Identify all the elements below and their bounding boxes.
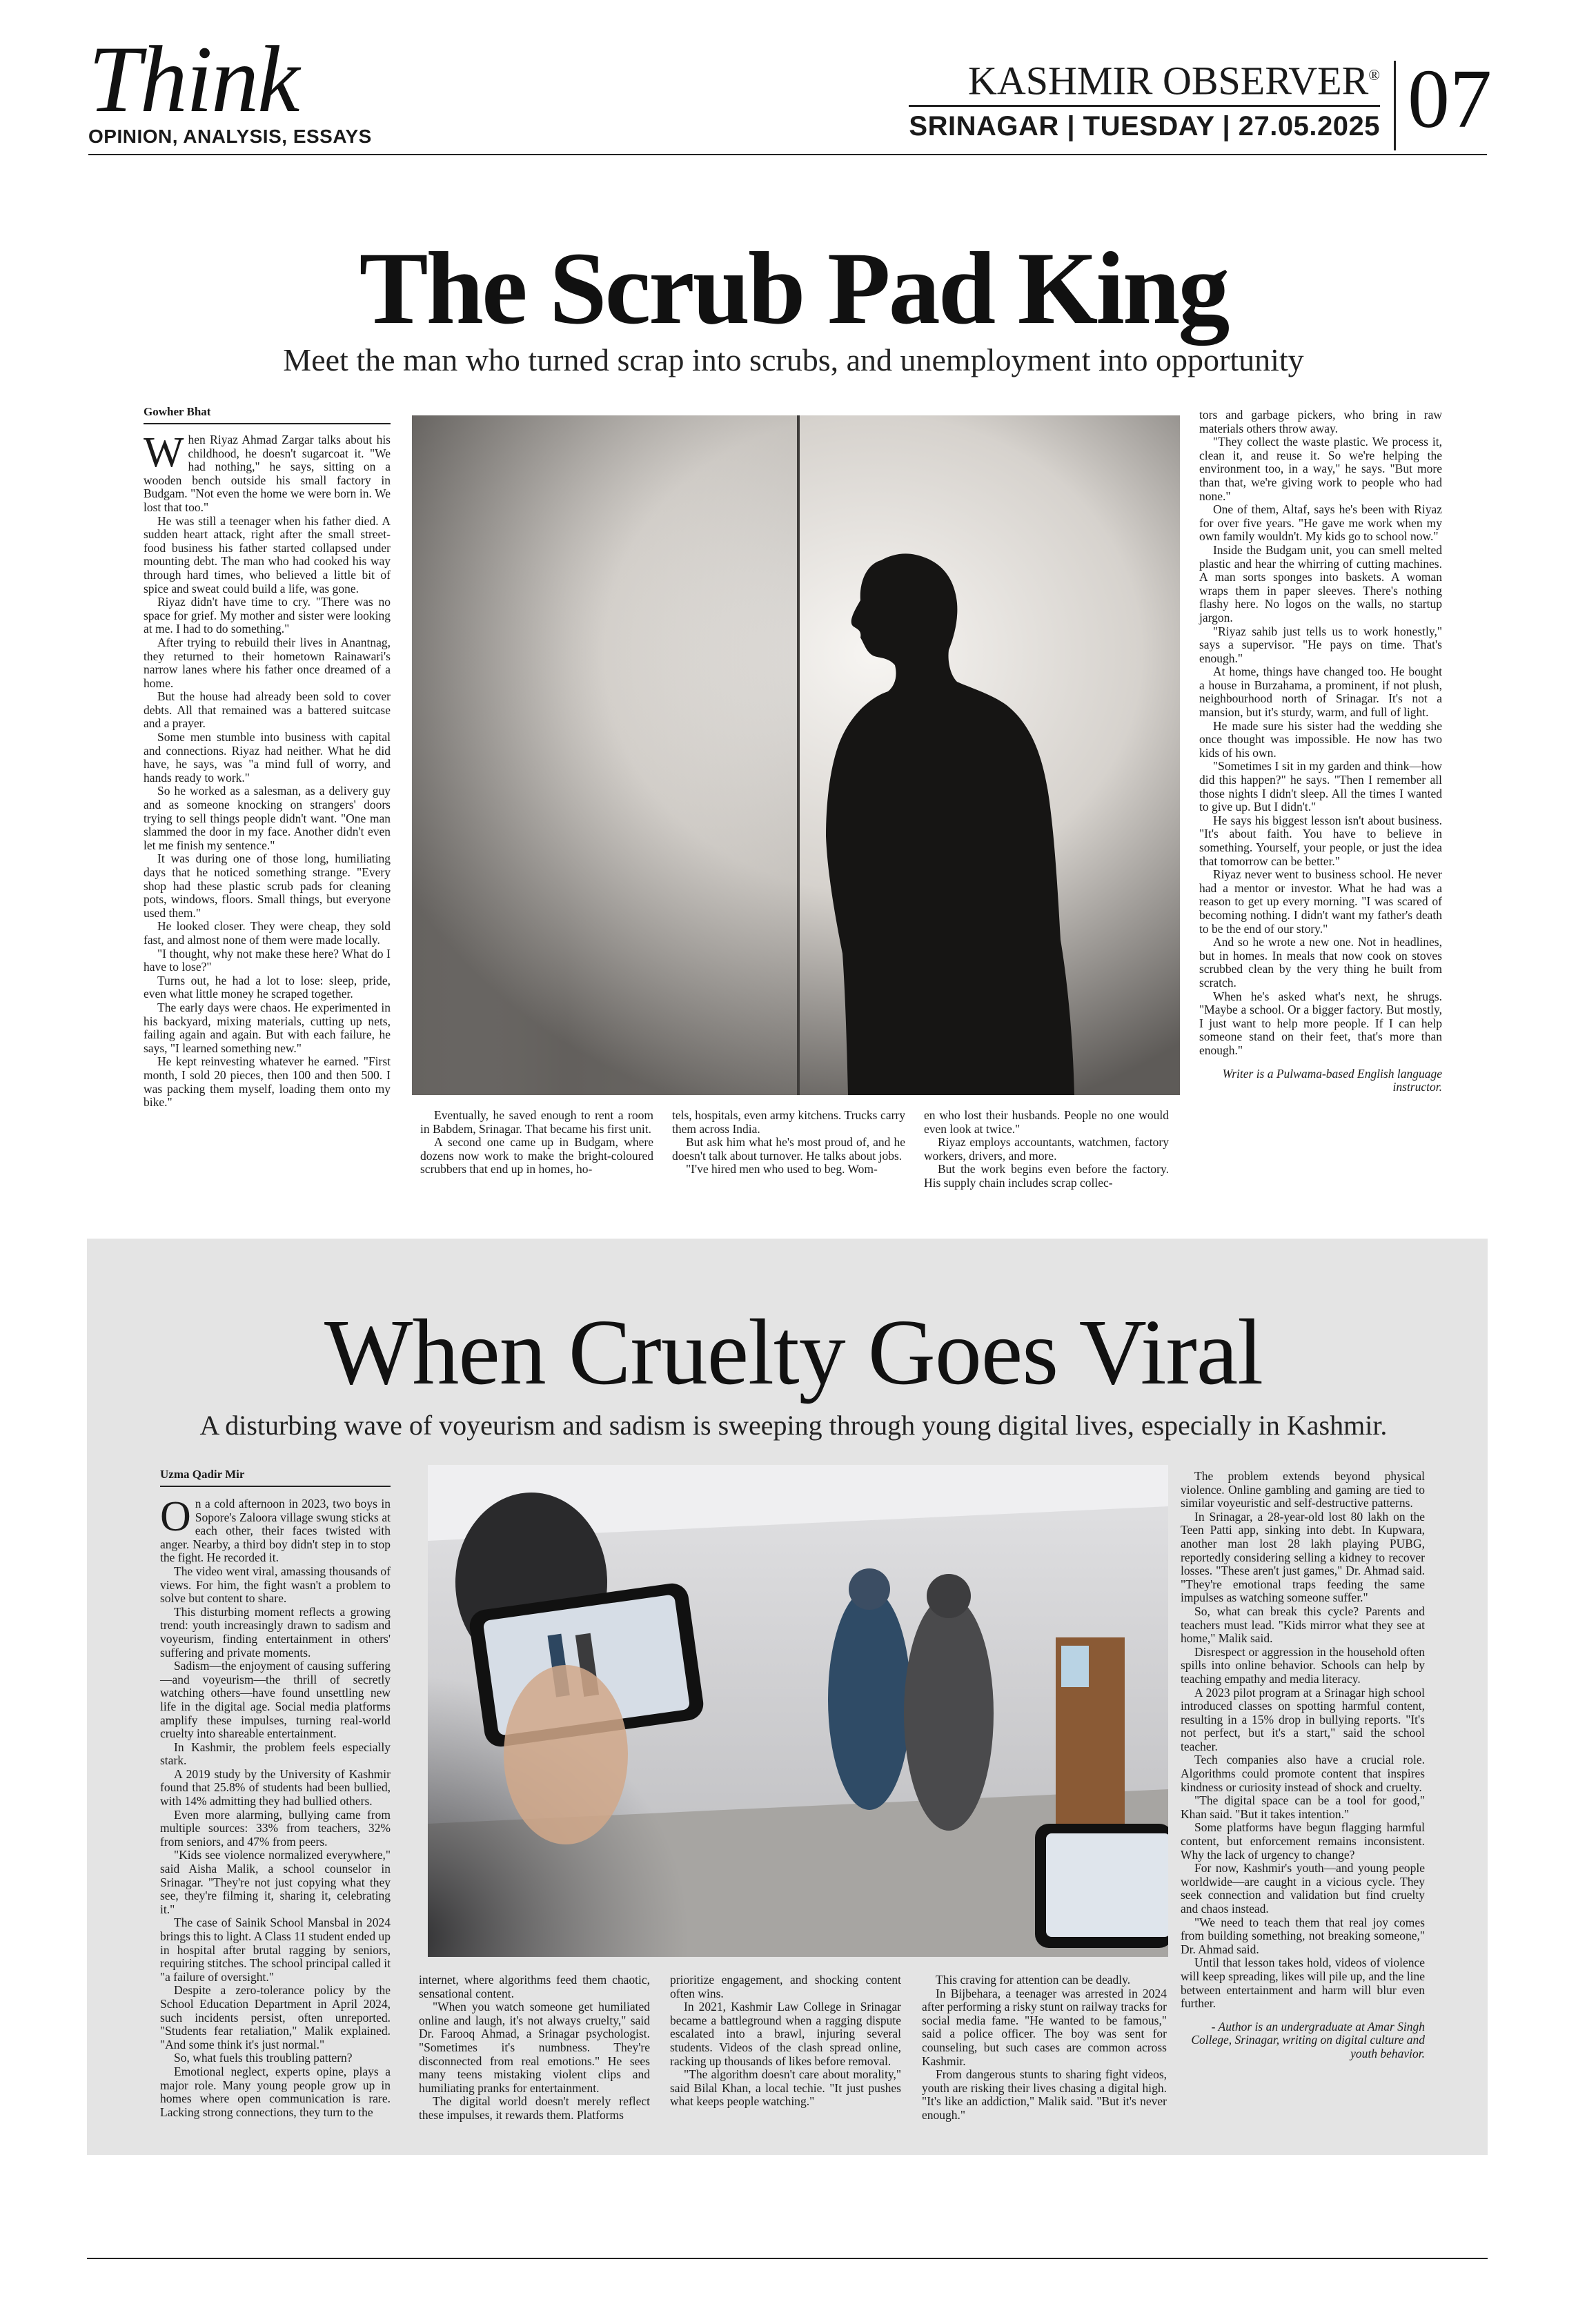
paragraph: Some men stumble into business with capital and connections. Riyaz had neither. What he did have, he says, was "a mind full of worry, and hands ready to work." [144,730,391,785]
article2-author-credit: - Author is an undergraduate at Amar Singh College, Srinagar, writing on digital culture and youth behavior. [1191,2019,1425,2060]
article2-column-1 [160,1493,391,2119]
paragraph: Riyaz never went to business school. He never had a mentor or investor. What he had was a reason to get up every morning. "I was scared of becoming nothing. I didn't want my father's death to be the end of our story." [1199,867,1442,936]
paragraph: Inside the Budgam unit, you can smell melted plastic and hear the whirring of cutting machines. A man sorts sponges into baskets. A woman wraps them in paper sleeves. There's nothing flashy here. No logos on the walls, no startup jargon. [1199,542,1442,624]
paragraph: He kept reinvesting whatever he earned. "First month, I sold 20 pieces, then 100 and then 500. I was packing them myself, loading them onto my bike." [144,1054,391,1110]
paragraph: internet, where algorithms feed them chaotic, sensational content. [419,1973,650,2000]
paragraph: The early days were chaos. He experimented in his backyard, mixing materials, cutting up nets, failing again and again. But with each failure, he says, "I learned something new." [144,1000,391,1055]
paragraph: The digital world doesn't merely reflect these impulses, it rewards them. Platforms [419,2094,650,2122]
paragraph: The video went viral, amassing thousands of views. For him, the fight wasn't a problem to solve but content to share. [160,1564,391,1606]
paragraph: But ask him what he's most proud of, and he doesn't talk about turnover. He talks about jobs. [672,1135,905,1163]
fighter-left [828,1589,911,1810]
article2-lead-text: n a cold afternoon in 2023, two boys in Sopore's Zaloora village swung sticks at each other, their faces twisted with anger. Nearby, a third boy didn't step in to stop the fight. He recorded it. [160,1497,391,1565]
paragraph: "The digital space can be a tool for good," Khan said. "But it takes intention." [1181,1793,1425,1821]
paragraph: Sadism—the enjoyment of causing suffering—and voyeurism—the thrill of secretly watching others—have found unsettling new life in the digital age. Social media platforms amplify these impulses, turning real-world cruelty into shareable entertainment. [160,1659,391,1741]
paragraph: "Sometimes I sit in my garden and think—how did this happen?" he says. "Then I remember all those nights I didn't sleep. All the times I wanted to give up. But I didn't." [1199,759,1442,814]
paragraph: tors and garbage pickers, who bring in raw materials others throw away. [1199,408,1442,435]
article2-dropcap: O [160,1493,191,1540]
paragraph: "I thought, why not make these here? What do I have to lose?" [144,946,391,974]
paragraph: The problem extends beyond physical violence. Online gambling and gaming are tied to similar voyeuristic and self-destructive patterns. [1181,1469,1425,1510]
paragraph: For now, Kashmir's youth—and young people worldwide—are caught in a vicious cycle. They seek connection and validation but find cruelty and chaos instead. [1181,1861,1425,1916]
second-phone-screen [1046,1833,1168,1937]
phone-recording-illustration [428,1465,1168,1957]
paragraph: And so he wrote a new one. Not in headlines, but in homes. In meals that now cook on stoves scrubbed clean by the very thing he built from scratch. [1199,935,1442,989]
newspaper-name-text: KASHMIR OBSERVER [967,58,1369,104]
article1-headline: The Scrub Pad King [359,231,1228,346]
article1-author-credit: Writer is a Pulwama-based English language instructor. [1222,1066,1442,1094]
paragraph: In Srinagar, a 28-year-old lost 80 lakh on the Teen Patti app, sinking into debt. In Kupwara, another man lost 28 lakh playing PUBG, reportedly considering selling a kidney to recover losses. "These aren't just games," Dr. Ahmad said. "They're emotional traps feeding the same impulses as watching someone suffer." [1181,1509,1425,1605]
masthead-rule [909,105,1380,107]
article2-column-5 [1181,1470,1425,2061]
paragraph: A 2019 study by the University of Kashmir found that 25.8% of students had been bullied, with 14% admitting they had bullied others. [160,1766,391,1809]
article1-column-4 [924,1109,1169,1190]
dateline: SRINAGAR | TUESDAY | 27.05.2025 [909,111,1380,142]
paragraph: "I've hired men who used to beg. Wom- [686,1162,878,1176]
newspaper-name [909,54,1380,102]
article2-headline: When Cruelty Goes Viral [324,1301,1263,1404]
article1-dek: Meet the man who turned scrap into scrubs, and unemployment into opportunity [283,342,1304,377]
section-title: Think [88,26,299,132]
paragraph: A second one came up in Budgam, where dozens now work to make the bright-coloured scrubbers that end up in homes, ho- [420,1135,653,1176]
paragraph: But the work begins even before the factory. His supply chain includes scrap collec- [924,1162,1169,1190]
article2-byline: Uzma Qadir Mir [160,1468,391,1487]
paragraph: "Kids see violence normalized everywhere," said Aisha Malik, a school counselor in Srinagar. "They're not just copying what they see, they're filming it, sharing it, celebrating it." [160,1848,391,1916]
paragraph: So he worked as a salesman, as a delivery guy and as someone knocking on strangers' doors trying to sell things people didn't want. "One man slammed the door in my face. Another didn't even let me finish my sentence." [144,784,391,852]
paragraph: Riyaz didn't have time to cry. "There was no space for grief. My mother and sister were looking at me. I had to do something." [144,595,391,636]
paragraph: Even more alarming, bullying came from multiple sources: 33% from teachers, 32% from seniors, and 47% from peers. [160,1807,391,1849]
paragraph: One of them, Altaf, says he's been with Riyaz for over five years. "He gave me work when my own family wouldn't. My kids go to school now." [1199,502,1442,544]
article2-photo-phone-recording [428,1465,1168,1957]
fighter-right-head [927,1574,971,1618]
paragraph: A 2023 pilot program at a Srinagar high school introduced classes on spotting harmful content, resulting in a 15% drop in bullying reports. "It's not perfect, but it's a start," said the school teacher. [1181,1685,1425,1753]
paragraph: The case of Sainik School Mansbal in 2024 brings this to light. A Class 11 student ended up in hospital after brutal ragging by seniors, requiring stitches. The school principal called it "a failure of oversight." [160,1916,391,1984]
paragraph: From dangerous stunts to sharing fight videos, youth are risking their lives chasing a digital high. "It's like an addiction," Malik said. "But it's never enough." [922,2067,1167,2122]
paragraph: Eventually, he saved enough to rent a room in Babdem, Srinagar. That became his first unit. [420,1108,653,1136]
article1-byline: Gowher Bhat [144,405,391,424]
paragraph: So, what can break this cycle? Parents and teachers must lead. "Kids mirror what they see at home," Malik said. [1181,1604,1425,1646]
page-number: 07 [1408,52,1492,146]
article2-lead-paragraph [160,1493,391,1565]
fighter-right [904,1596,994,1831]
article1-column-5 [1199,408,1442,1094]
paragraph: In Kashmir, the problem feels especially stark. [160,1740,391,1768]
registered-mark: ® [1368,66,1380,83]
paragraph: "We need to teach them that real joy comes from building something, not breaking someone," Dr. Ahmad said. [1181,1915,1425,1956]
article1-lead-paragraph [144,429,391,515]
article2-column-4 [922,1973,1167,2123]
paragraph: In Bijbehara, a teenager was arrested in 2024 after performing a risky stunt on railway tracks for social media fame. "He wanted to be famous," said a police officer. The boy was sent for counseling, but such cases are common across Kashmir. [922,1986,1167,2068]
paragraph: Tech companies also have a crucial role. Algorithms could promote content that inspires kindness or curiosity instead of shock and cruelty. [1181,1753,1425,1794]
article1-column-2 [420,1109,653,1176]
section-subtitle: OPINION, ANALYSIS, ESSAYS [88,126,372,147]
paragraph: He looked closer. They were cheap, they sold fast, and almost none of them were made locally. [144,919,391,947]
silhouette-illustration [412,415,1180,1095]
paragraph: Turns out, he had a lot to lose: sleep, pride, even what little money he scraped together. [144,973,391,1001]
paragraph: This craving for attention can be deadly. [936,1973,1131,1987]
paragraph: tels, hospitals, even army kitchens. Trucks carry them across India. [672,1108,905,1136]
footer-rule [87,2258,1488,2259]
paragraph: prioritize engagement, and shocking content often wins. [670,1973,901,2000]
paragraph: So, what fuels this troubling pattern? [174,2051,353,2065]
paragraph: He says his biggest lesson isn't about business. "It's about faith. You have to believe in something. Yourself, your people, or just the idea that tomorrow can be better." [1199,813,1442,868]
paragraph: After trying to rebuild their lives in Anantnag, they returned to their hometown Rainawari's narrow lanes where his father once dreamed of a home. [144,635,391,690]
paragraph: Disrespect or aggression in the household often spills into online behavior. Schools can help by teaching empathy and media literacy. [1181,1644,1425,1686]
paragraph: Emotional neglect, experts opine, plays a major role. Many young people grow up in homes where open communication is rare. Lacking strong connections, they turn to the [160,2064,391,2119]
paragraph: en who lost their husbands. People no one would even look at twice." [924,1108,1169,1136]
article2-column-3 [670,1973,901,2109]
paragraph: But the house had already been sold to cover debts. All that remained was a battered suitcase and a prayer. [144,689,391,731]
paragraph: "Riyaz sahib just tells us to work honestly," says a supervisor. "He pays on time. That's enough." [1199,624,1442,665]
article1-photo-silhouette [412,415,1180,1095]
newspaper-masthead [909,54,1380,141]
article2-column-2 [419,1973,650,2123]
paragraph: Until that lesson takes hold, videos of violence will keep spreading, likes will pile up, and the line between entertainment and harm will blur even further. [1181,1956,1425,2011]
paragraph: Some platforms have begun flagging harmful content, but enforcement remains inconsistent. Why the lack of urgency to change? [1181,1820,1425,1862]
paragraph: He was still a teenager when his father died. A sudden heart attack, right after the small street-food business his father started collapsed under mounting debt. The man who had cooked his way through hard times, who believed a little bit of spice and sweat could build a life, was gone. [144,513,391,595]
section-brand [88,26,372,148]
paragraph: "The algorithm doesn't care about morality," said Bilal Khan, a local techie. "It just pushes what keeps people watching." [670,2067,901,2109]
article1-column-3 [672,1109,905,1176]
fighter-left-head [849,1568,890,1610]
article1-lead-text: hen Riyaz Ahmad Zargar talks about his childhood, he doesn't sugarcoat it. "We had nothing," he says, sitting on a wooden bench outside his small factory in Budgam. "Not even the home we were born in. We lost that too." [144,433,391,514]
paragraph: Riyaz employs accountants, watchmen, factory workers, drivers, and more. [924,1135,1169,1163]
paragraph: At home, things have changed too. He bought a house in Burzahama, a prominent, if not plush, neighbourhood north of Srinagar. It's not a mansion, but it's sturdy, warm, and full of light. [1199,664,1442,720]
paragraph: He made sure his sister had the wedding she once thought was impossible. He now has two kids of his own. [1199,718,1442,760]
article2-dek: A disturbing wave of voyeurism and sadism is sweeping through young digital lives, especially in Kashmir. [199,1410,1388,1441]
masthead-divider [1394,61,1396,150]
paragraph: When he's asked what's next, he shrugs. "Maybe a school. Or a bigger factory. But mostly, I just want to help more people. If I can help someone stand on their feet, that's more than enough." [1199,989,1442,1057]
header-rule [88,154,1487,155]
article1-dropcap: W [144,429,184,476]
paragraph: "They collect the waste plastic. We process it, clean it, and reuse it. So we're helping the environment too, in a way," he says. "But more than that, we're giving work to people who had none." [1199,435,1442,503]
viewer-hands [504,1665,628,1844]
paragraph: In 2021, Kashmir Law College in Srinagar became a battleground when a ragging dispute escalated into a brawl, injuring several students. Videos of the clash spread online, racking up thousands of likes before removal. [670,2000,901,2068]
paragraph: This disturbing moment reflects a growing trend: youth increasingly drawn to sadism and voyeurism, finding entertainment in others' suffering and private moments. [160,1604,391,1660]
door-window [1061,1646,1089,1687]
paragraph: Despite a zero-tolerance policy by the School Education Department in April 2024, such incidents persist, often unreported. "Students fear retaliation," Malik explained. "And some think it's just normal." [160,1983,391,2051]
article1-column-1 [144,429,391,1110]
paragraph: "When you watch someone get humiliated online and laugh, it's not always cruelty," said Dr. Farooq Ahmad, a Srinagar psychologist. "Sometimes it's numbness. They're disconnected from real emotions." He sees many teens mistaking violent clips and humiliating pranks for entertainment. [419,2000,650,2095]
paragraph: It was during one of those long, humiliating days that he noticed something strange. "Every shop had these plastic scrub pads for cleaning pots, windows, floors. Small things, but everyone used them." [144,851,391,920]
